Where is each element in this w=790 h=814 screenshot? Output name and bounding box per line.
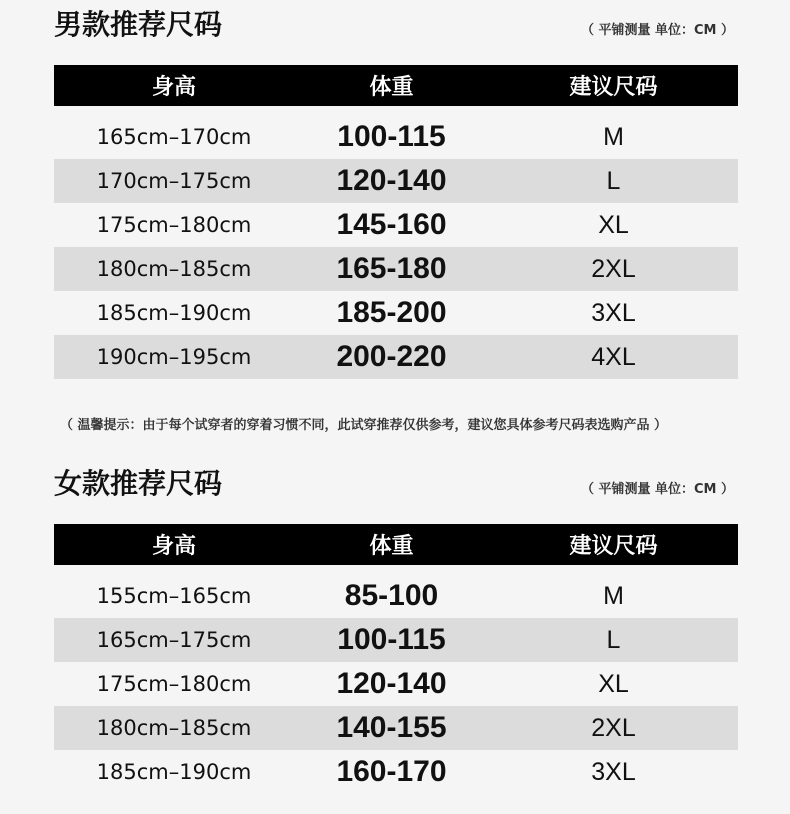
men-size-section [0,8,790,388]
women-table-header [54,524,738,565]
row-height: 185cm–190cm [96,760,252,784]
row-height: 175cm–180cm [96,213,252,237]
row-weight: 100-115 [337,623,446,656]
table-row [54,335,738,379]
women-unit-note: （ 平铺测量 单位：CM ） [580,482,734,497]
row-weight: 165-180 [336,252,447,285]
row-weight: 140-155 [336,711,447,744]
row-weight: 85-100 [344,579,439,612]
men-table-header [54,65,738,106]
row-size: XL [598,669,629,698]
fitting-tip-note: （ 温馨提示：由于每个试穿者的穿着习惯不同，此试穿推荐仅供参考，建议您具体参考尺码表选购产品 ） [60,418,668,433]
row-weight: 120-140 [336,667,447,700]
row-size: L [606,625,621,654]
row-height: 180cm–185cm [96,257,252,281]
row-height: 180cm–185cm [96,716,252,740]
table-row [54,662,738,706]
table-row [54,574,738,618]
women-section-title: 女款推荐尺码 [54,467,223,500]
table-row [54,247,738,291]
men-size-table [54,65,738,379]
row-size: M [603,122,624,151]
row-weight: 185-200 [336,296,447,329]
row-height: 185cm–190cm [96,301,252,325]
row-height: 165cm–175cm [96,628,252,652]
row-size: 2XL [591,254,636,283]
row-size: L [606,166,621,195]
row-height: 170cm–175cm [96,169,252,193]
header-height: 身高 [151,534,196,559]
header-size: 建议尺码 [569,534,658,559]
table-row [54,706,738,750]
women-size-table [54,524,738,794]
row-size: M [603,581,624,610]
table-row [54,750,738,794]
table-row [54,115,738,159]
row-size: XL [598,210,629,239]
men-unit-note: （ 平铺测量 单位：CM ） [580,23,734,38]
header-height: 身高 [151,75,196,100]
row-height: 165cm–170cm [96,125,252,149]
table-row [54,291,738,335]
row-weight: 100-115 [337,120,446,153]
row-height: 190cm–195cm [96,345,252,369]
row-size: 3XL [591,298,636,327]
row-size: 3XL [591,757,636,786]
row-size: 2XL [591,713,636,742]
row-weight: 160-170 [336,755,447,788]
table-row [54,618,738,662]
row-weight: 120-140 [336,164,447,197]
women-size-section [0,467,790,807]
header-weight: 体重 [369,75,414,100]
men-section-title: 男款推荐尺码 [54,8,223,41]
header-weight: 体重 [369,534,414,559]
row-height: 155cm–165cm [96,584,252,608]
row-height: 175cm–180cm [96,672,252,696]
row-size: 4XL [591,342,636,371]
table-row [54,159,738,203]
row-weight: 145-160 [336,208,447,241]
header-size: 建议尺码 [569,75,658,100]
row-weight: 200-220 [336,340,447,373]
table-row [54,203,738,247]
